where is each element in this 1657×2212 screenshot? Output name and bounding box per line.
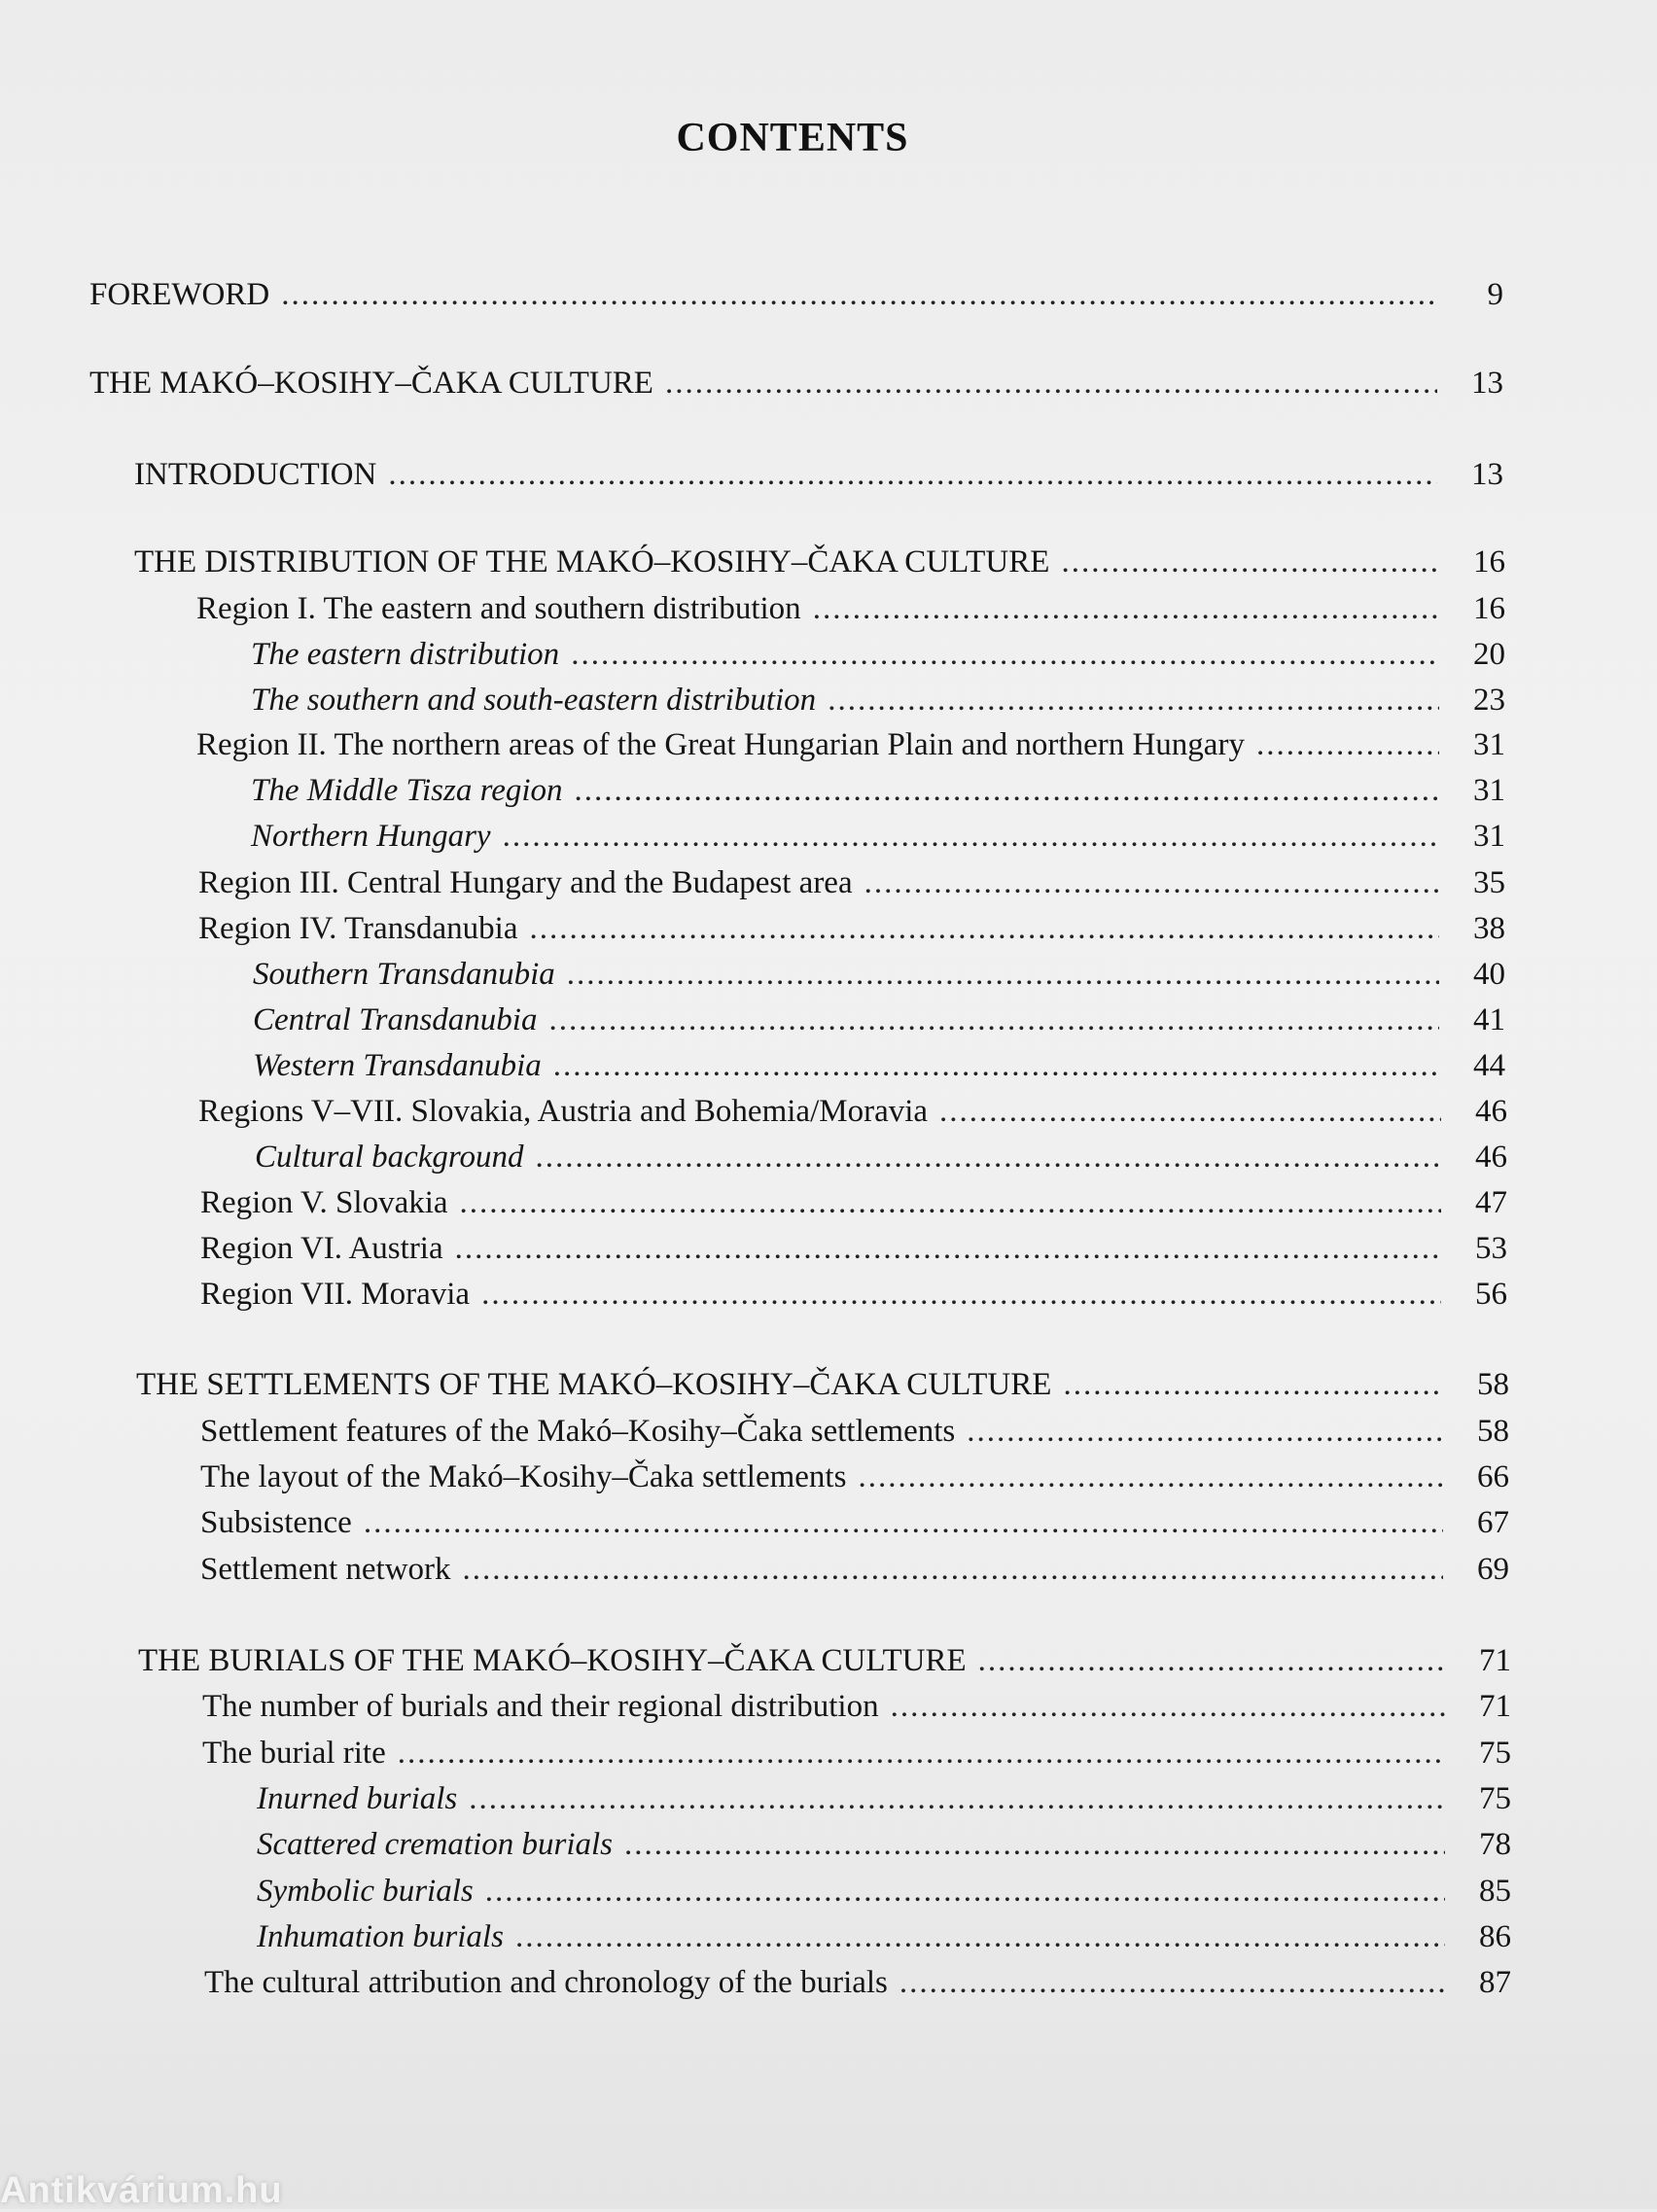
toc-entry-page: 78 [1479,1827,1511,1862]
toc-entry-label: Subsistence [200,1505,352,1540]
dot-leader [364,1503,1443,1542]
toc-entry-page: 13 [1471,366,1503,401]
toc-entry-label: Scattered cremation burials [257,1827,613,1862]
toc-entry-page: 71 [1479,1689,1511,1724]
toc-entry [198,909,1505,948]
toc-entry-label: Region III. Central Hungary and the Budapest area [198,865,853,900]
toc-entry [253,955,1505,994]
toc-entry-page: 46 [1475,1140,1507,1175]
toc-entry-page: 38 [1473,911,1505,946]
toc-entry-page: 31 [1473,819,1505,854]
toc-entry [200,1412,1509,1451]
dot-leader [813,589,1439,628]
toc-entry-label: The number of burials and their regional distribution [202,1689,879,1724]
dot-leader [553,1046,1439,1085]
dot-leader [503,817,1439,856]
dot-leader [571,635,1439,674]
toc-entry-label: Region IV. Transdanubia [198,911,518,946]
toc-entry [255,1138,1507,1176]
toc-entry-page: 40 [1473,957,1505,992]
toc-entry-page: 20 [1473,637,1505,672]
toc-entry-page: 23 [1473,683,1505,718]
toc-entry [89,364,1503,403]
toc-entry-page: 16 [1473,544,1505,579]
toc-entry-page: 86 [1479,1919,1511,1954]
toc-entry-label: Western Transdanubia [253,1048,542,1083]
toc-entry [251,635,1505,674]
toc-entry-page: 31 [1473,773,1505,808]
dot-leader [1256,725,1439,764]
toc-entry-label: The eastern distribution [251,637,560,672]
dot-leader [858,1457,1443,1496]
toc-entry [257,1779,1511,1818]
toc-entry-page: 35 [1473,865,1505,900]
toc-entry [134,543,1505,581]
toc-entry [134,455,1503,494]
toc-entry [196,725,1505,764]
toc-entry-page: 53 [1475,1231,1507,1266]
toc-entry-label: Region II. The northern areas of the Great Hungarian Plain and northern Hungary [196,727,1245,762]
dot-leader [828,681,1439,720]
toc-entry-label: Northern Hungary [251,819,491,854]
toc-entry-page: 16 [1473,591,1505,626]
toc-entry [204,1963,1511,2002]
dot-leader [536,1138,1441,1176]
dot-leader [967,1412,1443,1451]
dot-leader [515,1917,1445,1956]
toc-entry-label: Inhumation burials [257,1919,504,1954]
toc-entry-label: The layout of the Makó–Kosihy–Čaka settlements [200,1459,847,1494]
toc-entry-page: 44 [1473,1048,1505,1083]
toc-entry-label: The southern and south-eastern distribution [251,683,817,718]
toc-entry-page: 75 [1479,1781,1511,1816]
dot-leader [891,1687,1445,1726]
toc-entry-page: 31 [1473,727,1505,762]
toc-entry [200,1550,1509,1589]
toc-entry [138,1641,1511,1680]
dot-leader [398,1734,1445,1773]
watermark-text: Antikvárium.hu [0,2170,283,2211]
toc-entry [251,771,1505,810]
toc-entry [253,1001,1505,1039]
toc-entry-label: Cultural background [255,1140,524,1175]
dot-leader [665,364,1437,403]
dot-leader [530,909,1440,948]
toc-entry-label: The cultural attribution and chronology of the burials [204,1965,888,2000]
toc-entry [251,681,1505,720]
toc-entry-page: 87 [1479,1965,1511,2000]
toc-entry-page: 67 [1477,1505,1509,1540]
toc-entry [202,1687,1511,1726]
dot-leader [1061,543,1439,581]
toc-entry-label: Region VII. Moravia [200,1277,471,1312]
dot-leader [567,955,1439,994]
dot-leader [864,863,1439,902]
dot-leader [575,771,1439,810]
toc-entry [198,863,1505,902]
toc-entry-page: 66 [1477,1459,1509,1494]
toc-entry [202,1734,1511,1773]
toc-entry-label: THE MAKÓ–KOSIHY–ČAKA CULTURE [89,366,653,401]
toc-entry-page: 41 [1473,1002,1505,1037]
toc-entry-page: 13 [1471,457,1503,492]
toc-entry [200,1457,1509,1496]
toc-entry-label: Settlement features of the Makó–Kosihy–Čaka settlements [200,1414,956,1449]
toc-entry [200,1503,1509,1542]
dot-leader [939,1092,1441,1131]
dot-leader [281,275,1437,314]
toc-entry [253,1046,1505,1085]
toc-entry-label: FOREWORD [89,277,270,312]
toc-entry-label: Southern Transdanubia [253,957,555,992]
toc-entry [257,1872,1511,1911]
toc-entry [257,1917,1511,1956]
toc-entry [198,1092,1507,1131]
toc-entry [89,275,1503,314]
toc-entry-label: THE DISTRIBUTION OF THE MAKÓ–KOSIHY–ČAKA CULTURE [134,544,1050,579]
toc-entry-label: The Middle Tisza region [251,773,563,808]
toc-entry [257,1825,1511,1864]
toc-entry [136,1365,1509,1404]
dot-leader [899,1963,1445,2002]
toc-entry-label: Symbolic burials [257,1874,474,1909]
toc-entry [200,1275,1507,1314]
toc-entry-label: THE BURIALS OF THE MAKÓ–KOSIHY–ČAKA CULTURE [138,1643,967,1678]
toc-entry [251,817,1505,856]
toc-entry-page: 46 [1475,1094,1507,1129]
toc-entry-label: THE SETTLEMENTS OF THE MAKÓ–KOSIHY–ČAKA CULTURE [136,1367,1052,1402]
toc-entry-page: 58 [1477,1414,1509,1449]
dot-leader [548,1001,1439,1039]
toc-entry-page: 71 [1479,1643,1511,1678]
toc-entry [196,589,1505,628]
toc-entry-label: Inurned burials [257,1781,458,1816]
dot-leader [455,1229,1441,1268]
toc-entry-page: 47 [1475,1185,1507,1220]
toc-entry-label: Region I. The eastern and southern distribution [196,591,801,626]
dot-leader [624,1825,1445,1864]
toc-entry-label: Region VI. Austria [200,1231,443,1266]
toc-entry-label: Central Transdanubia [253,1002,538,1037]
toc-entry-page: 69 [1477,1552,1509,1587]
toc-entry-page: 58 [1477,1367,1509,1402]
toc-entry-page: 75 [1479,1736,1511,1771]
page-title: CONTENTS [676,116,909,160]
dot-leader [481,1275,1441,1314]
toc-entry-page: 56 [1475,1277,1507,1312]
toc-entry [200,1183,1507,1222]
dot-leader [1063,1365,1443,1404]
dot-leader [460,1183,1441,1222]
dot-leader [463,1550,1443,1589]
toc-entry-label: Region V. Slovakia [200,1185,448,1220]
toc-entry-label: The burial rite [202,1736,386,1771]
toc-entry-page: 9 [1487,277,1503,312]
dot-leader [978,1641,1445,1680]
toc-entry [200,1229,1507,1268]
dot-leader [485,1872,1445,1911]
toc-entry-label: INTRODUCTION [134,457,377,492]
toc-entry-page: 85 [1479,1874,1511,1909]
toc-entry-label: Settlement network [200,1552,451,1587]
dot-leader [469,1779,1445,1818]
dot-leader [388,455,1437,494]
toc-entry-label: Regions V–VII. Slovakia, Austria and Bohemia/Moravia [198,1094,929,1129]
